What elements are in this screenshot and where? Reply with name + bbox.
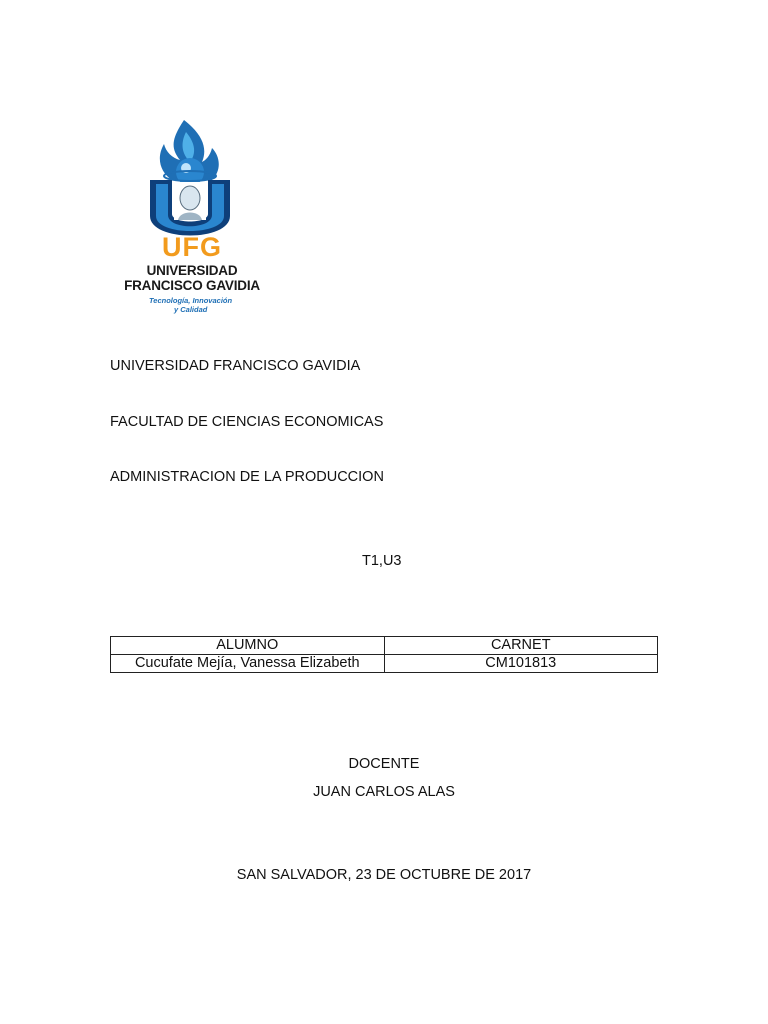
subject-name: ADMINISTRACION DE LA PRODUCCION xyxy=(110,469,384,485)
students-table xyxy=(110,636,658,673)
logo-name-line2: FRANCISCO GAVIDIA xyxy=(124,278,260,293)
student-carnet-cell: CM101813 xyxy=(384,655,658,673)
university-name: UNIVERSIDAD FRANCISCO GAVIDIA xyxy=(110,358,361,374)
university-logo xyxy=(112,118,272,318)
faculty-name: FACULTAD DE CIENCIAS ECONOMICAS xyxy=(110,414,384,430)
header-alumno: ALUMNO xyxy=(111,637,385,655)
student-name-cell: Cucufate Mejía, Vanessa Elizabeth xyxy=(111,655,385,673)
logo-tagline-line2: y Calidad xyxy=(174,305,208,314)
logo-abbreviation: UFG xyxy=(162,232,222,262)
logo-name-line1: UNIVERSIDAD xyxy=(146,263,238,278)
place-date: SAN SALVADOR, 23 DE OCTUBRE DE 2017 xyxy=(236,867,532,883)
header-carnet: CARNET xyxy=(384,637,658,655)
assignment-code: T1,U3 xyxy=(362,553,402,569)
teacher-label: DOCENTE xyxy=(348,756,420,772)
teacher-name: JUAN CARLOS ALAS xyxy=(313,784,455,800)
table-row xyxy=(111,655,658,673)
logo-tagline-line1: Tecnología, Innovación xyxy=(149,296,233,305)
table-header-row xyxy=(111,637,658,655)
